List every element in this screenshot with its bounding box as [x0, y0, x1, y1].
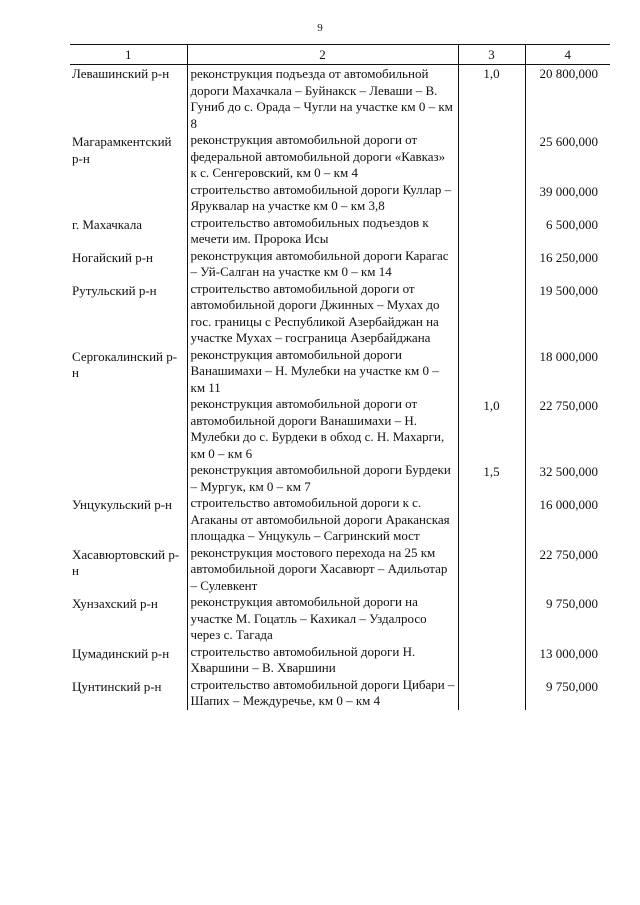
district-cell: Левашинский р-н [72, 66, 170, 81]
district-cell: Ногайский р-н [72, 249, 153, 265]
work-cell: строительство автомобильной дороги Цибари – Шапих – Междуречье, км 0 – км 4 [187, 677, 458, 710]
work-cell: строительство автомобильной дороги Куллар – Яруквалар на участке км 0 – км 3,8 [187, 182, 458, 215]
table-row [70, 495, 610, 545]
district-cell: Рутульский р-н [72, 282, 157, 298]
amount-cell: 6 500,000 [546, 216, 598, 232]
length-cell [458, 132, 525, 182]
table-row [70, 347, 610, 397]
work-cell: реконструкция автомобильной дороги Ванашимахи – Н. Мулебки на участке км 0 – км 11 [187, 347, 458, 397]
amount-cell: 13 000,000 [539, 645, 598, 661]
district-cell [70, 182, 187, 215]
work-cell: строительство автомобильных подъездов к мечети им. Пророка Исы [187, 215, 458, 248]
table-row [70, 248, 610, 281]
amount-cell: 18 000,000 [539, 348, 598, 364]
length-cell [458, 215, 525, 248]
work-cell: строительство автомобильной дороги к с. Araканы от автомобильной дороги Араканская площадка – Унцукуль – Сагринский мост [187, 495, 458, 545]
length-cell: 1,5 [458, 462, 525, 495]
amount-cell: 19 500,000 [539, 282, 598, 298]
work-cell: реконструкция автомобильной дороги на участке М. Гоцатль – Кахикал – Уздалросо через с. Тагада [187, 594, 458, 644]
length-cell: 1,0 [458, 396, 525, 462]
district-cell: Унцукульский р-н [72, 497, 172, 512]
district-cell: Сергокалинский р-н [72, 348, 178, 380]
column-header-2: 2 [187, 45, 458, 65]
amount-cell: 16 000,000 [539, 497, 598, 512]
district-cell: Магарамкентский р-н [72, 134, 172, 166]
length-cell [458, 677, 525, 710]
amount-cell: 9 750,000 [546, 678, 598, 694]
length-cell [458, 281, 525, 347]
road-works-table [70, 44, 610, 710]
length-cell [458, 182, 525, 215]
work-cell: реконструкция автомобильной дороги от федеральной автомобильной дороги «Кавказ» к с. Сенгеровский, км 0 – км 4 [187, 132, 458, 182]
length-cell [458, 495, 525, 545]
work-cell: реконструкция автомобильной дороги Карагас – Уй-Салган на участке км 0 – км 14 [187, 248, 458, 281]
district-cell [70, 396, 187, 462]
amount-cell: 22 750,000 [539, 546, 598, 562]
page-number: 9 [317, 22, 323, 34]
work-cell: реконструкция автомобильной дороги от автомобильной дороги Ванашимахи – Н. Мулебки до с. Бурдеки в обход с. Н. Махарги, км 0 – км 6 [187, 396, 458, 462]
amount-cell: 20 800,000 [539, 66, 598, 81]
table-row [70, 677, 610, 710]
district-cell: г. Махачкала [72, 216, 143, 232]
table-row [70, 132, 610, 182]
work-cell: реконструкция подъезда от автомобильной дороги Махачкала – Буйнакск – Леваши – В. Гуниб до с. Орада – Чугли на участке км 0 – км 8 [187, 65, 458, 133]
length-cell [458, 594, 525, 644]
table-header-row [70, 45, 610, 65]
table-row [70, 594, 610, 644]
district-cell [70, 462, 187, 495]
table-row [70, 281, 610, 347]
district-cell: Цунтинский р-н [72, 678, 162, 694]
table-row [70, 215, 610, 248]
work-cell: реконструкция автомобильной дороги Бурдеки – Мургук, км 0 – км 7 [187, 462, 458, 495]
length-cell [458, 248, 525, 281]
district-cell: Хасавюртовский р-н [72, 546, 180, 578]
length-cell [458, 545, 525, 595]
table-row [70, 644, 610, 677]
amount-cell: 39 000,000 [539, 183, 598, 199]
table-row [70, 182, 610, 215]
table-row [70, 65, 610, 133]
amount-cell: 32 500,000 [539, 464, 598, 479]
work-cell: строительство автомобильной дороги от автомобильной дороги Джинных – Мухах до гос. границы с Республикой Азербайджан на участке Мухах – госграница Азербайджана [187, 281, 458, 347]
amount-cell: 25 600,000 [539, 134, 598, 149]
length-cell [458, 644, 525, 677]
column-header-4: 4 [525, 45, 610, 65]
amount-cell: 22 750,000 [539, 398, 598, 413]
amount-cell: 9 750,000 [546, 596, 598, 611]
length-cell [458, 347, 525, 397]
district-cell: Хунзахский р-н [72, 596, 158, 611]
table-row [70, 462, 610, 495]
table-row [70, 545, 610, 595]
column-header-1: 1 [70, 45, 187, 65]
column-header-3: 3 [458, 45, 525, 65]
table-row [70, 396, 610, 462]
district-cell: Цумадинский р-н [72, 645, 170, 661]
work-cell: строительство автомобильной дороги Н. Хваршини – В. Хваршини [187, 644, 458, 677]
work-cell: реконструкция мостового перехода на 25 км автомобильной дороги Хасавюрт – Адильотар – Сулевкент [187, 545, 458, 595]
length-cell: 1,0 [458, 65, 525, 133]
amount-cell: 16 250,000 [539, 249, 598, 265]
